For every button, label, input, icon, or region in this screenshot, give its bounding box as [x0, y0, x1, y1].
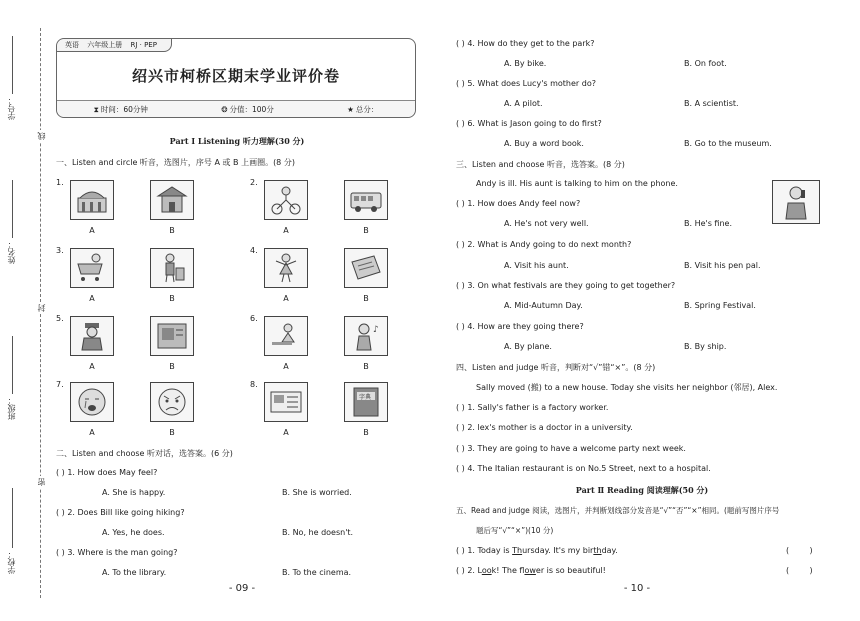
question-item: ( ) 2. What is Andy going to do next month? [456, 240, 632, 249]
edition: RJ · PEP [130, 41, 157, 49]
question-item: ( ) 1. How does May feel? [56, 468, 158, 477]
pic-num: 6. [250, 314, 258, 323]
option-a: A. A pilot. [504, 99, 543, 108]
option-a: A. He's not very well. [504, 219, 589, 228]
dictionary-icon[interactable] [344, 382, 388, 422]
section5-title: 五、Read and judge 阅读，选图片，并判断划线部分发音是“√”“否”“×”相同。(题前写图片序号 [456, 506, 780, 515]
option-b: B. Go to the museum. [684, 139, 772, 148]
option-b: B. Visit his pen pal. [684, 261, 761, 270]
section1-title: 一、Listen and circle 听音，选图片，序号 A 或 B 上画圈。(8 分) [56, 158, 295, 167]
girl-singing-icon[interactable] [344, 316, 388, 356]
option-a-label: A [89, 294, 95, 303]
question-item: ( ) 4. How are they going there? [456, 322, 584, 331]
binding-mark-line: 线 [37, 132, 46, 140]
option-b: B. He's fine. [684, 219, 732, 228]
option-b: B. To the cinema. [282, 568, 352, 577]
svg-text:♪: ♪ [373, 325, 379, 335]
option-a-label: A [283, 294, 289, 303]
museum-icon[interactable] [70, 180, 114, 220]
option-b: B. A scientist. [684, 99, 739, 108]
class-label: 班级： [7, 396, 16, 420]
pic-num: 5. [56, 314, 64, 323]
book-icon[interactable] [344, 248, 388, 288]
question-item: ( ) 6. What is Jason going to do first? [456, 119, 602, 128]
part2-title: Part Ⅱ Reading 阅读理解(50 分) [575, 485, 709, 495]
answer-blank[interactable]: ( ) [786, 566, 813, 575]
total-info: 总分： [355, 104, 379, 114]
pic-num: 2. [250, 178, 258, 187]
subject: 英语 [65, 41, 79, 49]
option-a-label: A [89, 226, 95, 235]
exam-header [56, 38, 416, 118]
left-page [52, 0, 422, 621]
pic-num: 3. [56, 246, 64, 255]
option-b: B. No, he doesn't. [282, 528, 354, 537]
question-item: ( ) 3. On what festivals are they going to get together? [456, 281, 676, 290]
postcard-icon[interactable] [264, 382, 308, 422]
option-a: A. Visit his aunt. [504, 261, 569, 270]
option-a: A. She is happy. [102, 488, 166, 497]
option-b-label: B [169, 362, 175, 371]
section5-title-cont: 题后写“√”“×”)(10 分) [476, 526, 554, 535]
option-a: A. To the library. [102, 568, 167, 577]
option-b: B. She is worried. [282, 488, 352, 497]
girl-cycling-icon[interactable] [264, 180, 308, 220]
svg-text:字典: 字典 [359, 394, 372, 401]
section4-title: 四、Listen and judge 听音，判断对“√”错“×”。(8 分) [456, 363, 656, 372]
option-a-label: A [89, 428, 95, 437]
option-b-label: B [363, 428, 369, 437]
question-item: ( ) 1. How does Andy feel now? [456, 199, 581, 208]
judge-item: ( ) 3. They are going to have a welcome party next week. [456, 444, 686, 453]
option-a-label: A [283, 362, 289, 371]
binding-mark-seal: 封 [37, 304, 46, 312]
palace-icon[interactable] [150, 180, 194, 220]
shopping-cart-icon[interactable] [70, 248, 114, 288]
question-item: ( ) 2. Does Bill like going hiking? [56, 508, 185, 517]
binding-margin [0, 0, 48, 621]
pic-num: 1. [56, 178, 64, 187]
part1-title: Part Ⅰ Listening 听力理解(30 分) [169, 136, 305, 146]
police-officer-icon[interactable] [70, 316, 114, 356]
school-label: 学校： [7, 550, 16, 574]
option-b: B. On foot. [684, 59, 727, 68]
student-id-blank [12, 36, 13, 94]
option-a: A. By bike. [504, 59, 547, 68]
judge-item: ( ) 2. Look! The flower is so beautiful! [456, 566, 606, 575]
right-page [452, 0, 832, 621]
question-item: ( ) 5. What does Lucy's mother do? [456, 79, 596, 88]
poster-icon[interactable] [150, 316, 194, 356]
crying-face-icon[interactable] [70, 382, 114, 422]
option-b-label: B [169, 226, 175, 235]
school-blank [12, 488, 13, 548]
judge-item: ( ) 2. lex's mother is a doctor in a university. [456, 423, 633, 432]
page-number-right: - 10 - [623, 583, 651, 594]
option-a-label: A [89, 362, 95, 371]
binding-mark-secret: 密 [37, 478, 46, 486]
section4-intro: Sally moved (搬) to a new house. Today she visits her neighbor (邻居), Alex. [476, 383, 778, 392]
page-number-left: - 09 - [228, 583, 256, 594]
option-a: A. By plane. [504, 342, 552, 351]
option-a: A. Buy a word book. [504, 139, 584, 148]
answer-blank[interactable]: ( ) [786, 546, 813, 555]
section3-intro: Andy is ill. His aunt is talking to him on the phone. [476, 179, 678, 188]
bus-icon[interactable] [344, 180, 388, 220]
traveler-icon[interactable] [150, 248, 194, 288]
pic-num: 4. [250, 246, 258, 255]
option-b-label: B [363, 226, 369, 235]
score-icon: ❂ [221, 104, 228, 114]
hourglass-icon: ⧗ [93, 104, 99, 114]
girl-writing-icon[interactable] [264, 316, 308, 356]
name-blank [12, 180, 13, 238]
pic-num: 8. [250, 380, 258, 389]
question-item: ( ) 3. Where is the man going? [56, 548, 178, 557]
class-blank [12, 336, 13, 394]
name-label: 姓名： [7, 240, 16, 264]
time-info: 时间：60分钟 [100, 104, 148, 114]
header-tab [57, 39, 172, 52]
option-b: B. By ship. [684, 342, 727, 351]
judge-item: ( ) 1. Today is Thursday. It's my birthday. [456, 546, 618, 555]
woman-phone-icon [772, 180, 820, 224]
header-info-bar [57, 100, 415, 117]
section2-title: 二、Listen and choose 听对话，选答案。(6 分) [56, 449, 233, 458]
option-b-label: B [363, 362, 369, 371]
option-b: B. Spring Festival. [684, 301, 756, 310]
option-b-label: B [169, 294, 175, 303]
score-info: 分值：100分 [229, 104, 274, 114]
question-item: ( ) 4. How do they get to the park? [456, 39, 595, 48]
option-a-label: A [283, 226, 289, 235]
option-b-label: B [363, 294, 369, 303]
star-icon: ★ [347, 104, 354, 114]
dancing-girl-icon[interactable] [264, 248, 308, 288]
option-a: A. Yes, he does. [102, 528, 165, 537]
judge-item: ( ) 1. Sally's father is a factory worker. [456, 403, 609, 412]
exam-title: 绍兴市柯桥区期末学业评价卷 [131, 67, 340, 85]
section3-title: 三、Listen and choose 听音，选答案。(8 分) [456, 160, 625, 169]
student-id-label: 学号： [7, 96, 16, 120]
grade: 六年级上册 [87, 41, 123, 49]
angry-face-icon[interactable] [150, 382, 194, 422]
option-a: A. Mid-Autumn Day. [504, 301, 583, 310]
option-a-label: A [283, 428, 289, 437]
option-b-label: B [169, 428, 175, 437]
judge-item: ( ) 4. The Italian restaurant is on No.5 Street, next to a hospital. [456, 464, 711, 473]
pic-num: 7. [56, 380, 64, 389]
